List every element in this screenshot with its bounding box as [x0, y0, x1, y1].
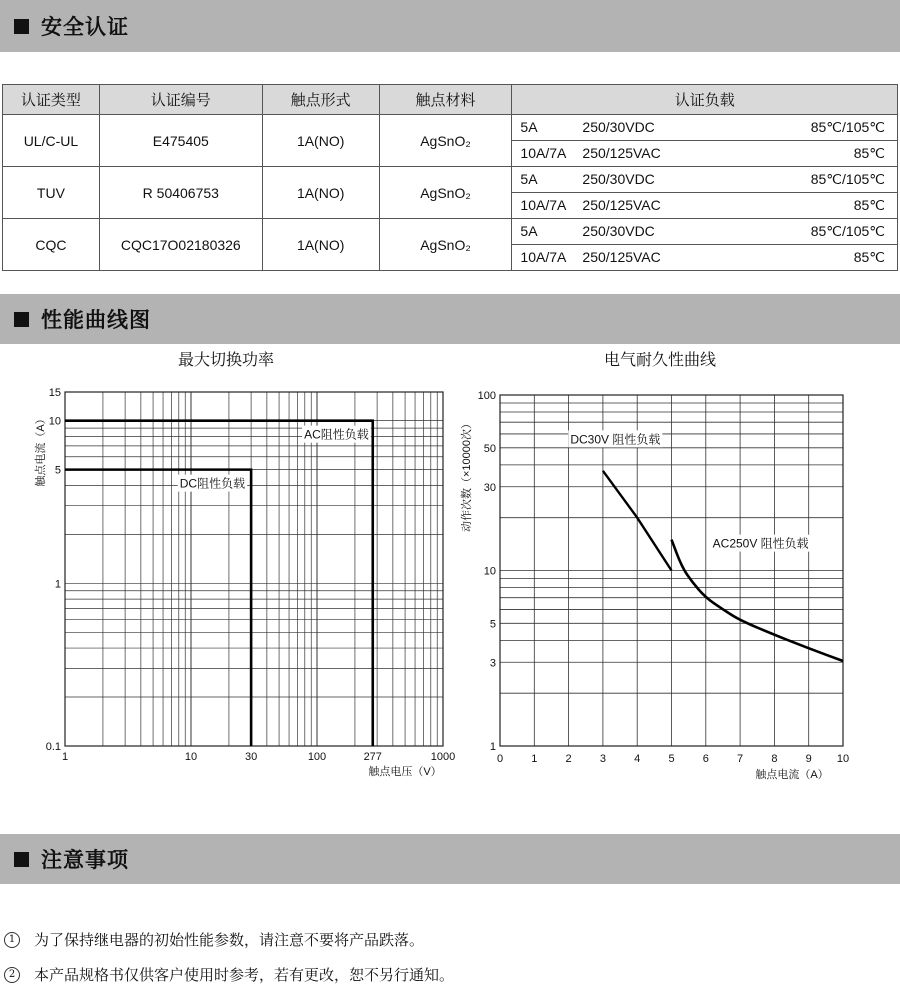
load-cell — [512, 193, 898, 219]
load-voltage: 250/125VAC — [582, 249, 661, 265]
note-text: 本产品规格书仅供客户使用时参考，若有更改，恕不另行通知。 — [34, 966, 455, 984]
load-temp: 85℃/105℃ — [810, 119, 885, 135]
x-axis-label: 触点电压（V） — [368, 766, 442, 778]
table-row — [3, 167, 898, 193]
header-cell: 触点形式 — [262, 85, 379, 115]
x-tick-label: 10 — [184, 751, 198, 763]
x-tick-label: 9 — [805, 753, 812, 765]
square-bullet-icon — [14, 852, 29, 867]
x-tick-label: 2 — [565, 753, 572, 765]
x-tick-label: 277 — [363, 751, 382, 763]
load-voltage: 250/125VAC — [582, 197, 661, 213]
ac-series-label: AC250V 阻性负载 — [712, 536, 809, 551]
x-tick-label: 4 — [634, 753, 641, 765]
certification-table — [2, 84, 898, 271]
load-cell — [512, 219, 898, 245]
dc-load-series-line — [65, 470, 251, 746]
contact-form-cell: 1A(NO) — [262, 115, 379, 167]
notes-list — [4, 928, 454, 998]
y-axis-label: 触点电流（A） — [35, 413, 47, 487]
y-axis-label: 动作次数（×10000次） — [461, 417, 473, 533]
header-cell: 认证类型 — [3, 85, 100, 115]
x-tick-label: 1000 — [430, 751, 456, 763]
load-current: 10A/7A — [520, 197, 567, 213]
x-tick-label: 0 — [496, 753, 504, 765]
square-bullet-icon — [14, 19, 29, 34]
x-tick-label: 10 — [836, 753, 850, 765]
cert-type-cell: TUV — [3, 167, 100, 219]
chart-title-switching-power: 最大切换功率 — [178, 350, 275, 369]
load-cell — [512, 141, 898, 167]
load-temp: 85℃/105℃ — [810, 223, 885, 239]
section-title: 安全认证 — [41, 15, 129, 39]
y-tick-label: 5 — [54, 464, 61, 477]
x-tick-label: 6 — [702, 753, 709, 765]
x-tick-label: 100 — [307, 751, 327, 763]
header-cell: 触点材料 — [379, 85, 512, 115]
note-number: 1 — [4, 932, 20, 948]
header-cell: 认证负载 — [512, 85, 898, 115]
load-cell — [512, 115, 898, 141]
plot-frame — [65, 392, 443, 746]
ac-series-label: AC阻性负载 — [304, 427, 369, 442]
header-cell: 认证编号 — [99, 85, 262, 115]
square-bullet-icon — [14, 312, 29, 327]
load-temp: 85℃ — [853, 249, 885, 265]
load-current: 10A/7A — [520, 145, 567, 161]
load-temp: 85℃/105℃ — [810, 171, 885, 187]
electrical-endurance-chart — [450, 380, 900, 790]
load-current: 10A/7A — [520, 249, 567, 265]
section-header-certification — [0, 0, 900, 52]
y-tick-label: 3 — [489, 657, 496, 670]
load-voltage: 250/30VDC — [582, 223, 655, 239]
x-axis-label: 触点电流（A） — [755, 769, 829, 781]
x-tick-label: 3 — [599, 753, 606, 765]
table-row — [3, 115, 898, 141]
section-title: 性能曲线图 — [41, 308, 151, 332]
load-current: 5A — [520, 119, 538, 135]
y-tick-label: 15 — [48, 387, 61, 399]
y-tick-label: 10 — [483, 565, 496, 578]
x-tick-label: 7 — [737, 753, 744, 765]
x-tick-label: 8 — [771, 753, 778, 765]
switching-power-chart — [0, 380, 456, 790]
cert-number-cell: E475405 — [99, 115, 262, 167]
dc-series-label: DC30V 阻性负载 — [570, 432, 661, 447]
load-cell — [512, 245, 898, 271]
note-text: 为了保持继电器的初始性能参数，请注意不要将产品跌落。 — [34, 931, 425, 949]
y-tick-label: 1 — [489, 741, 496, 753]
section-title: 注意事项 — [41, 848, 129, 872]
y-tick-label: 100 — [477, 390, 496, 402]
ac-endurance-series-line — [672, 540, 844, 661]
load-cell — [512, 167, 898, 193]
contact-form-cell: 1A(NO) — [262, 219, 379, 271]
list-item — [4, 928, 454, 951]
note-number: 2 — [4, 967, 20, 983]
dc-series-label: DC阻性负载 — [179, 476, 246, 491]
section-header-performance-curves — [0, 294, 900, 344]
x-tick-label: 1 — [531, 753, 538, 765]
y-tick-label: 50 — [483, 442, 496, 455]
contact-material-cell: AgSnO₂ — [379, 167, 512, 219]
load-temp: 85℃ — [853, 145, 885, 161]
chart-title-electrical-endurance: 电气耐久性曲线 — [604, 350, 717, 369]
load-voltage: 250/30VDC — [582, 171, 655, 187]
y-tick-label: 1 — [54, 578, 61, 591]
table-row — [3, 219, 898, 245]
section-header-notes — [0, 834, 900, 884]
load-temp: 85℃ — [853, 197, 885, 213]
y-tick-label: 5 — [489, 618, 496, 631]
table-header-row — [3, 85, 898, 115]
cert-number-cell: R 50406753 — [99, 167, 262, 219]
x-tick-label: 5 — [668, 753, 675, 765]
contact-form-cell: 1A(NO) — [262, 167, 379, 219]
cert-number-cell: CQC17O02180326 — [99, 219, 262, 271]
list-item — [4, 963, 454, 986]
load-current: 5A — [520, 171, 538, 187]
y-tick-label: 30 — [483, 481, 496, 494]
load-voltage: 250/30VDC — [582, 119, 655, 135]
x-tick-label: 1 — [61, 751, 69, 763]
contact-material-cell: AgSnO₂ — [379, 219, 512, 271]
y-tick-label: 10 — [48, 415, 61, 428]
cert-type-cell: CQC — [3, 219, 100, 271]
load-current: 5A — [520, 223, 538, 239]
load-voltage: 250/125VAC — [582, 145, 661, 161]
x-tick-label: 30 — [244, 751, 258, 763]
y-tick-label: 0.1 — [45, 741, 61, 753]
cert-type-cell: UL/C-UL — [3, 115, 100, 167]
contact-material-cell: AgSnO₂ — [379, 115, 512, 167]
